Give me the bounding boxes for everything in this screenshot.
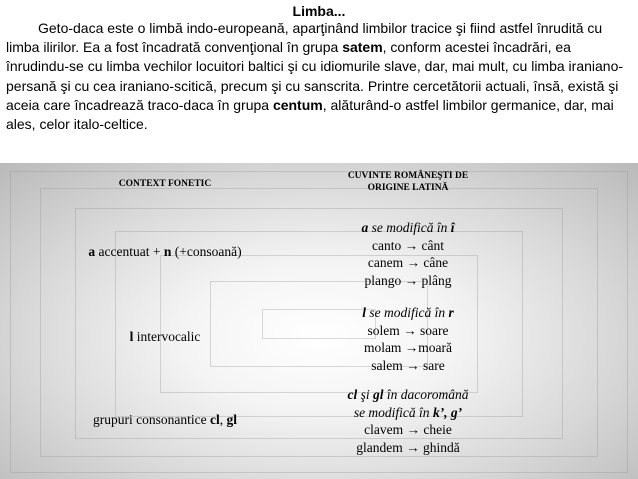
slide-title: Limba...	[292, 3, 346, 19]
row-3-rule-text: şi	[357, 387, 373, 402]
row-2-context-rest: intervocalic	[133, 329, 201, 344]
row-1-rule-bold-1: a	[361, 220, 369, 235]
row-2-example-3: salem → sare	[371, 357, 445, 373]
row-2-words	[322, 304, 494, 374]
row-1-context-rest: (+consoană)	[171, 244, 242, 259]
row-1-context-bold: a	[88, 244, 96, 259]
row-1-example-3: plango → plâng	[364, 272, 452, 288]
row-3-rule-bold-1: cl	[347, 387, 358, 402]
intro-text-2: , conform acestei încadrări, ea înrudindu-se cu limba vechilor locuitori baltici şi cu idiomurile slave, dar, mai mult, cu limba iraniano-persană şi cu cea iraniano-scitică, precum şi cu sanscrita. Printre cercetătorii actuali, însă, există şi aceia care încadrează traco-daca în grupa	[6, 39, 624, 113]
row-3-words	[314, 386, 502, 456]
row-3-context-text: grupuri consonantice	[93, 412, 210, 427]
row-1-context	[40, 243, 290, 261]
row-1-example-2: canem → câne	[367, 255, 449, 270]
row-1-rule-text: se modifică în	[368, 220, 451, 235]
intro-satem: satem	[342, 39, 383, 56]
row-1-example-1: canto → cânt	[372, 237, 444, 253]
row-3-rule	[314, 386, 502, 404]
row-3-rule-line2-bold: k’, g’	[432, 404, 463, 420]
row-2-rule-bold-1: l	[362, 305, 366, 320]
header-context-fonetic: CONTEXT FONETIC	[118, 179, 212, 189]
row-3-context	[40, 411, 290, 429]
row-3-rule-text-2: în dacoromână	[383, 387, 469, 402]
row-2-context-bold: l	[129, 329, 134, 344]
row-3-rule-line2-text: se modifică în	[353, 404, 433, 420]
row-3-context-mid: ,	[219, 412, 227, 427]
row-1-context-bold2: n	[163, 244, 172, 259]
row-2-example-2: molam →moară	[363, 340, 453, 355]
intro-text-3: , alăturând-o astfel limbilor germanice, dar, mai ales, celor italo-celtice.	[6, 96, 614, 133]
row-1-words	[322, 219, 494, 289]
row-2-rule-text: se modifică în	[366, 305, 449, 320]
row-3-rule-bold-2: gl	[373, 387, 384, 402]
row-1-rule-bold-2: î	[450, 220, 455, 235]
intro-centum: centum	[272, 96, 323, 113]
row-3-example-2: glandem → ghindă	[356, 439, 460, 455]
row-3-context-bold2: gl	[226, 412, 237, 427]
row-3-rule-line-2	[314, 404, 502, 422]
row-2-rule-bold-2: r	[448, 305, 454, 320]
intro-paragraph	[6, 19, 634, 134]
header-cuvinte-romanesti: CUVINTE ROMÂNEŞTI DE ORIGINE LATINĂ	[347, 171, 469, 193]
row-3-context-bold: cl	[209, 412, 220, 427]
intro-text-1: Geto-daca este o limbă indo-europeană, aparţinând limbilor tracice şi fiind astfel înrudită cu limba ilirilor. Ea a fost încadrată convenţional în grupa	[6, 20, 603, 56]
row-2-rule	[322, 304, 494, 322]
row-2-example-1: solem → soare	[367, 322, 449, 338]
row-1-context-mid: accentuat +	[95, 244, 164, 259]
row-2-context	[40, 328, 290, 346]
row-3-example-1: clavem → cheie	[364, 422, 452, 437]
row-1-rule	[322, 219, 494, 237]
